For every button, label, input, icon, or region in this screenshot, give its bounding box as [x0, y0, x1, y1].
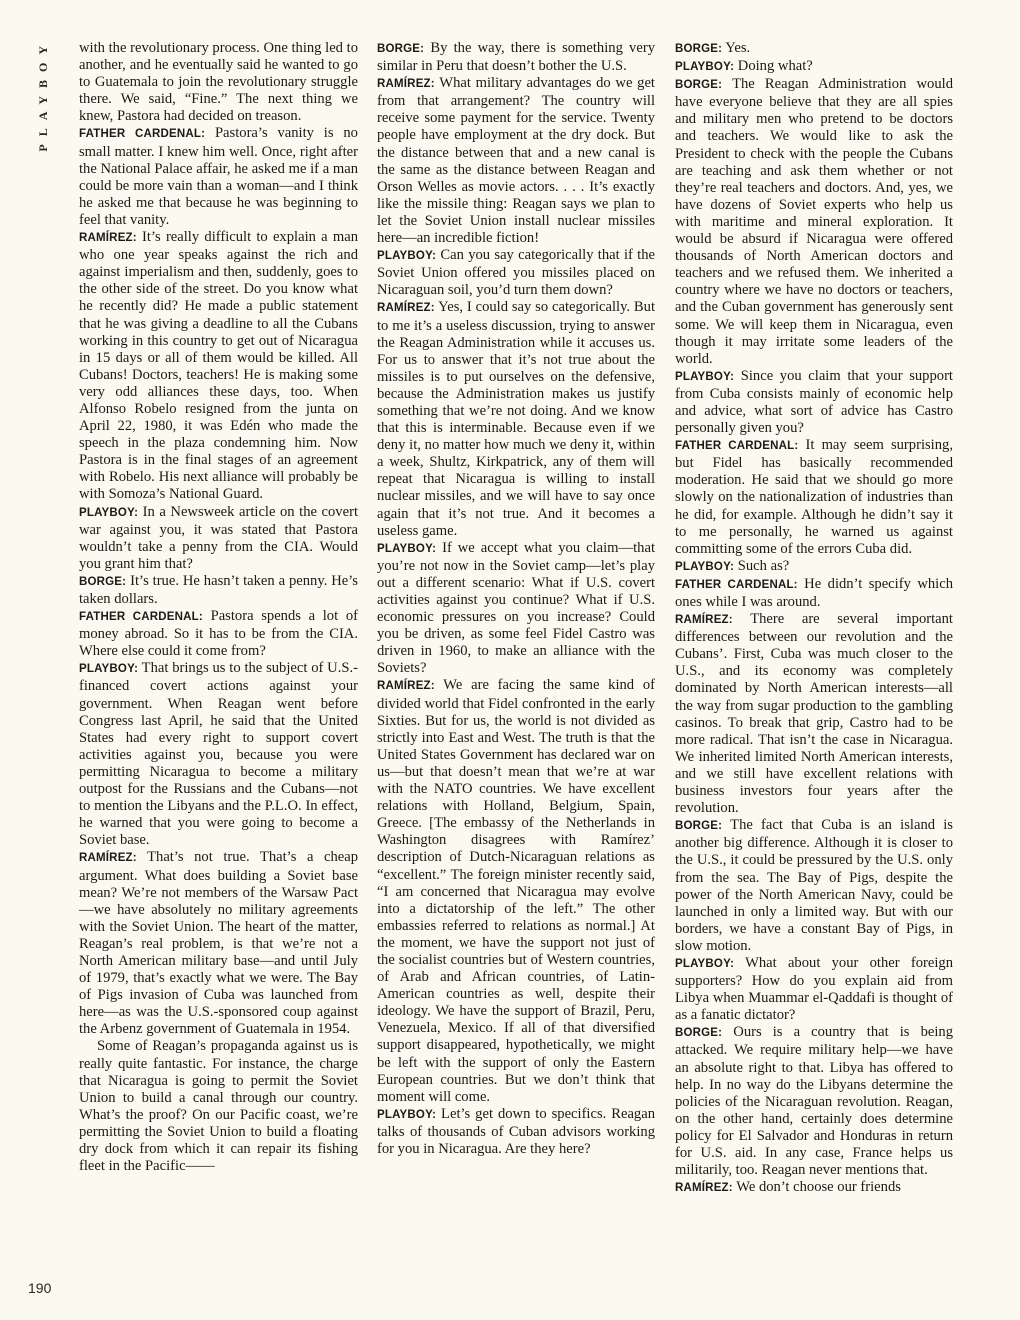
paragraph-text: It’s really difficult to explain a man who one year speaks against the rich and against imperialism and then, suddenly, goes to the other side of the street. Do you know what he recently did? He made a public statement that he was giving a deadline to all the Cubans working in this country to get out of Nicaragua in 15 days or all of them would be killed. All Cubans! Doctors, teachers! He is making some very odd alliances these days, too. When Alfonso Robelo resigned from the junta on April 22, 1980, it was Edén who made the speech in the plaza condemning him. Now Pastora is in the final stages of an agreement with Robelo. His next alliance will probably be with Somoza’s National Guard.: [79, 229, 358, 503]
interview-paragraph: [675, 955, 953, 1024]
interview-paragraph: [675, 368, 953, 437]
interview-paragraph: [675, 558, 953, 576]
interview-paragraph: [79, 573, 358, 608]
paragraph-text: Some of Reagan’s propaganda against us is really quite fantastic. For instance, the charge that Nicaragua is going to permit the Soviet Union to build a canal through our country. What’s the proof? On our Pacific coast, we’re permitting the Soviet Union to build a floating dry dock from which it can repair its fishing fleet in the Pacific——: [79, 1038, 358, 1175]
paragraph-text: with the revolutionary process. One thing led to another, and he eventually said he wanted to go to Guatemala to join the revolutionary struggle there. We said, “Fine.” The next thing we knew, Pastora had decided on treason.: [79, 40, 358, 125]
speaker-label: BORGE:: [675, 820, 723, 833]
speaker-label: RAMÍREZ:: [79, 852, 137, 865]
speaker-label: PLAYBOY:: [675, 957, 735, 970]
speaker-label: BORGE:: [675, 1027, 723, 1040]
paragraph-text: He didn’t specify which ones while I was around.: [675, 575, 953, 610]
interview-paragraph: [79, 1038, 358, 1175]
interview-paragraph: [675, 1024, 953, 1179]
speaker-label: RAMÍREZ:: [377, 78, 435, 91]
paragraph-text: Let’s get down to specifics. Reagan talks of thousands of Cuban advisors working for you in Nicaragua. Are they here?: [377, 1105, 655, 1157]
speaker-label: PLAYBOY:: [675, 61, 735, 74]
paragraph-text: Yes.: [722, 40, 751, 56]
interview-paragraph: [79, 229, 358, 504]
speaker-label: BORGE:: [377, 43, 425, 55]
speaker-label: RAMÍREZ:: [377, 302, 435, 315]
speaker-label: PLAYBOY:: [675, 370, 735, 383]
paragraph-text: Ours is a country that is being attacked. We require military help—we have an absolute right to that. Libya has offered to help. In no way do the Libyans determine the policies of the Nicaraguan revolution. Reagan, on the other hand, certainly does determine policy for El Salvador and Honduras in return for U.S. aid. In any case, France helps us militarily, too. Reagan never mentions that.: [675, 1024, 953, 1179]
paragraph-text: Since you claim that your support from Cuba consists mainly of economic help and advice, what sort of advice has Castro personally given you?: [675, 367, 953, 437]
paragraph-text: We are facing the same kind of divided world that Fidel confronted in the early Sixties. But for us, the world is not divided as strictly into East and West. The truth is that the United States Government has declared war on us—but that doesn’t mean that we’re at war with the NATO countries. We have excellent relations with Holland, Belgium, Spain, Greece. [The embassy of the Netherlands in Washington disagrees with Ramírez’ description of Dutch-Nicaraguan relations as “excellent.” The foreign minister recently said, “I am concerned that Nicaragua may evolve into a dictatorship of the left.” The other embassies referred to relations as normal.] At the moment, we have the support not just of the socialist countries but of Western countries, of Arab and African countries, of Latin-American countries as well, despite their ideology. We have the support of Brazil, Peru, Venezuela, Mexico. If all of that diversified support disappeared, hypothetically, we might be left with the support of only the Eastern European countries. But we don’t think that moment will come.: [377, 677, 655, 1105]
interview-paragraph: [79, 40, 358, 125]
interview-paragraph: [377, 247, 655, 299]
interview-paragraph: [377, 540, 655, 678]
interview-paragraph: [377, 1106, 655, 1158]
speaker-label: BORGE:: [79, 575, 127, 588]
speaker-label: PLAYBOY:: [377, 542, 437, 555]
paragraph-text: Pastora’s vanity is no small matter. I knew him well. Once, right after the National Palace affair, he asked me if a man could be more vain than a woman—and I think he asked me that because he was beginning to feel that vanity.: [79, 125, 358, 228]
speaker-label: PLAYBOY:: [377, 250, 437, 263]
speaker-label: PLAYBOY:: [377, 1108, 437, 1121]
paragraph-text: What military advantages do we get from that arrangement? The country will receive some payment for the service. Twenty people have employment at the dry dock. But the distance between that and a new canal is the same as the distance between Reagan and Orson Welles as movie actors. . . . It’s exactly like the missile thing: Reagan says we plan to let the Soviet Union install nuclear missiles here—an incredible fiction!: [377, 75, 655, 247]
interview-paragraph: [675, 76, 953, 368]
interview-paragraph: [377, 40, 655, 75]
paragraph-text: Such as?: [734, 557, 790, 574]
page-number: 190: [28, 1280, 52, 1296]
speaker-label: PLAYBOY:: [675, 560, 735, 573]
paragraph-text: It may seem surprising, but Fidel has basically recommended moderation. He said that we should go more slowly on the nationalization of industries than he did, for example. Although he didn’t say it to me personally, he warned us against committing some of the errors Cuba did.: [675, 437, 953, 557]
speaker-label: PLAYBOY:: [79, 506, 139, 519]
interview-paragraph: [377, 299, 655, 539]
speaker-label: RAMÍREZ:: [675, 614, 733, 627]
text-column-1: [79, 40, 358, 1175]
speaker-label: BORGE:: [675, 43, 723, 55]
interview-paragraph: [675, 611, 953, 817]
interview-paragraph: [79, 660, 358, 849]
interview-paragraph: [675, 58, 953, 76]
interview-paragraph: [675, 437, 953, 558]
interview-paragraph: [377, 75, 655, 247]
interview-paragraph: [675, 817, 953, 955]
speaker-label: FATHER CARDENAL:: [675, 440, 799, 453]
speaker-label: RAMÍREZ:: [79, 232, 137, 245]
paragraph-text: That brings us to the subject of U.S.-financed covert actions against your government. When Reagan went before Congress last April, he said that the United States had every right to support covert activities against you, because you were permitting Nicaragua to become a military outpost for the Russians and the Cubans—not to mention the Libyans and the P.L.O. In effect, he warned that you were going to become a Soviet base.: [79, 660, 358, 849]
paragraph-text: Can you say categorically that if the Soviet Union offered you missiles placed on Nicaraguan soil, you’d turn them down?: [377, 247, 655, 299]
paragraph-text: It’s true. He hasn’t taken a penny. He’s taken dollars.: [79, 572, 358, 607]
interview-paragraph: [79, 504, 358, 573]
paragraph-text: The Reagan Administration would have everyone believe that they are all spies and military men who pretend to be doctors and teachers. We would like to ask the President to check with the people the Cubans are teaching and ask them whether or not they’re real teachers and doctors. And, yes, we have dozens of Soviet experts who help us with maritime and mineral exploration. It would be absurd if Nicaragua were offered thousands of North American doctors and teachers and we refused them. We inherited a country where we have no doctors or teachers, and the Cuban government has generously sent some. We will keep them in Nicaragua, even though it may irritate some leaders of the world.: [675, 76, 953, 367]
interview-paragraph: [675, 40, 953, 58]
paragraph-text: That’s not true. That’s a cheap argument. What does building a Soviet base mean? We’re not members of the Warsaw Pact—we have absolutely no military agreements with the Soviet Union. The heart of the matter, Reagan’s real problem, is that we’re not a North American military base—and until July of 1979, that’s exactly what we were. The Bay of Pigs invasion of Cuba was launched from here—as was the U.S.-sponsored coup against the Arbenz government of Guatemala in 1954.: [79, 849, 358, 1038]
paragraph-text: The fact that Cuba is an island is another big difference. Although it is closer to the U.S., it could be pressured by the U.S. only from the sea. The Bay of Pigs, despite the power of the North American Navy, could be launched in only a limited way. But with our borders, we have a constant Bay of Pigs, in slow motion.: [675, 817, 953, 954]
paragraph-text: Pastora spends a lot of money abroad. So it has to be from the CIA. Where else could it come from?: [79, 608, 358, 660]
speaker-label: PLAYBOY:: [79, 663, 139, 676]
interview-paragraph: [79, 849, 358, 1038]
speaker-label: FATHER CARDENAL:: [79, 128, 206, 141]
speaker-label: FATHER CARDENAL:: [79, 611, 203, 624]
speaker-label: FATHER CARDENAL:: [675, 578, 798, 591]
interview-paragraph: [675, 1179, 953, 1197]
speaker-label: BORGE:: [675, 79, 723, 92]
paragraph-text: Yes, I could say so categorically. But to me it’s a useless discussion, trying to answer the Reagan Administration while it accuses us. For us to answer that it’s not true about the missiles is to put ourselves on the defensive, because the Administration makes us justify something that we’re not doing. And we know that this is interminable. Because even if we deny it, no matter how much we deny it, within a week, Shultz, Kirkpatrick, any of them will repeat that Nicaragua is willing to install nuclear missiles, and we will have to say once again that it’s not true. And it becomes a useless game.: [377, 299, 655, 539]
paragraph-text: Doing what?: [734, 58, 813, 75]
text-column-3: [675, 40, 953, 1197]
paragraph-text: We don’t choose our friends: [732, 1179, 901, 1196]
speaker-label: RAMÍREZ:: [675, 1182, 733, 1195]
paragraph-text: In a Newsweek article on the covert war against you, it was stated that Pastora wouldn’t take a penny from the CIA. Would you grant him that?: [79, 503, 358, 572]
interview-paragraph: [377, 677, 655, 1105]
running-head: PLAYBOY: [36, 38, 50, 152]
paragraph-text: If we accept what you claim—that you’re not now in the Soviet camp—let’s play out a different scenario: What if U.S. covert activities against you continue? What if U.S. economic pressures on you increase? Could you be driven, as some feel Fidel Castro was driven in 1960, to make an alliance with the Soviets?: [377, 539, 655, 677]
speaker-label: RAMÍREZ:: [377, 680, 435, 693]
text-column-2: [377, 40, 655, 1158]
paragraph-text: What about your other foreign supporters? How do you explain aid from Libya when Muammar el-Qaddafi is thought of as a fanatic dictator?: [675, 954, 953, 1024]
paragraph-text: There are several important differences between our revolution and the Cubans’. First, Cuba was much closer to the U.S., and its economy was completely dominated by North American interests—all the way from sugar production to the gambling casinos. To break that grip, Castro had to be more radical. That isn’t the case in Nicaragua. We inherited limited North American interests, and we still have excellent relations with business investors four years after the revolution.: [675, 611, 953, 817]
interview-paragraph: [79, 125, 358, 229]
paragraph-text: By the way, there is something very similar in Peru that doesn’t bother the U.S.: [377, 40, 655, 75]
interview-paragraph: [79, 608, 358, 660]
interview-paragraph: [675, 576, 953, 611]
